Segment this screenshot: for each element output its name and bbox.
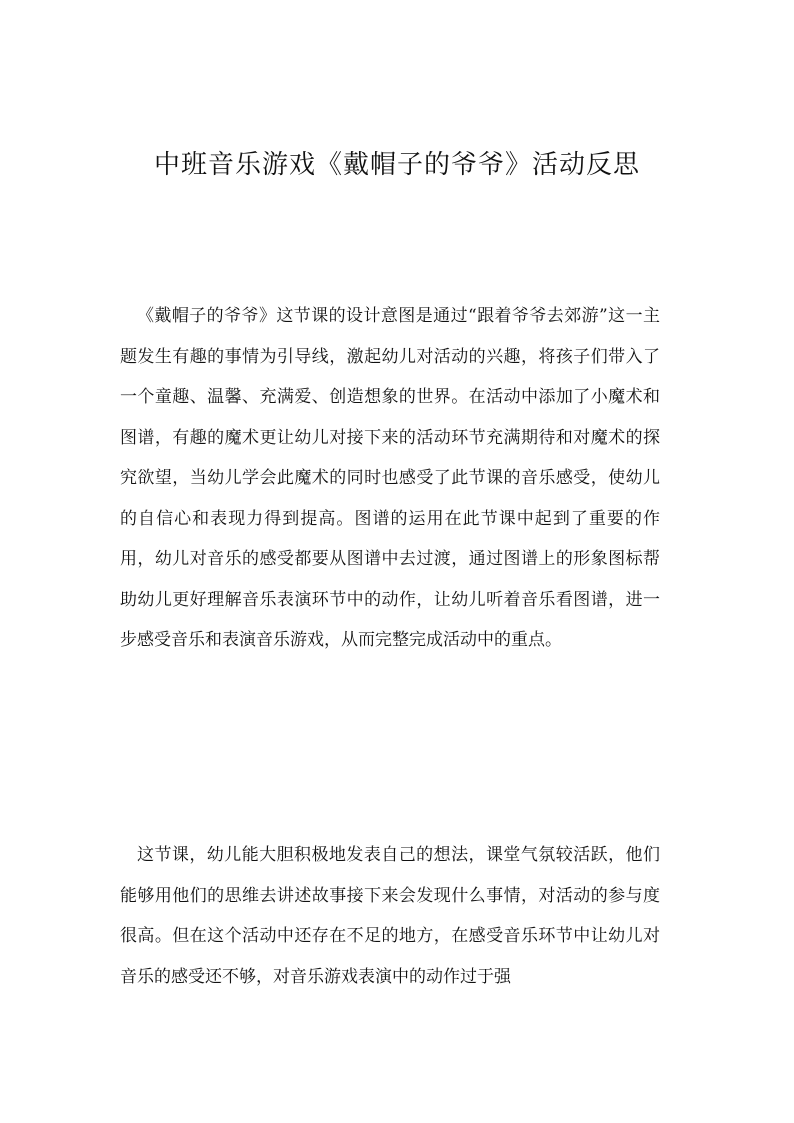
body-paragraph-2: 这节课，幼儿能大胆积极地发表自己的想法，课堂气氛较活跃，他们能够用他们的思维去讲述故事接下来会发现什么事情，对活动的参与度很高。但在这个活动中还存在不足的地方，在感受音乐环节中让幼儿对音乐的感受还不够，对音乐游戏表演中的动作过于强	[120, 845, 660, 987]
body-paragraph-1: 《戴帽子的爷爷》这节课的设计意图是通过“跟着爷爷去郊游”这一主题发生有趣的事情为引导线，激起幼儿对活动的兴趣，将孩子们带入了一个童趣、温馨、充满爱、创造想象的世界。在活动中添加了小魔术和图谱，有趣的魔术更让幼儿对接下来的活动环节充满期待和对魔术的探究欲望，当幼儿学会此魔术的同时也感受了此节课的音乐感受，使幼儿的自信心和表现力得到提高。图谱的运用在此节课中起到了重要的作用，幼儿对音乐的感受都要从图谱中去过渡，通过图谱上的形象图标帮助幼儿更好理解音乐表演环节中的动作，让幼儿听着音乐看图谱，进一步感受音乐和表演音乐游戏，从而完整完成活动中的重点。	[120, 306, 660, 650]
document-title: 中班音乐游戏《戴帽子的爷爷》活动反思	[153, 150, 640, 180]
